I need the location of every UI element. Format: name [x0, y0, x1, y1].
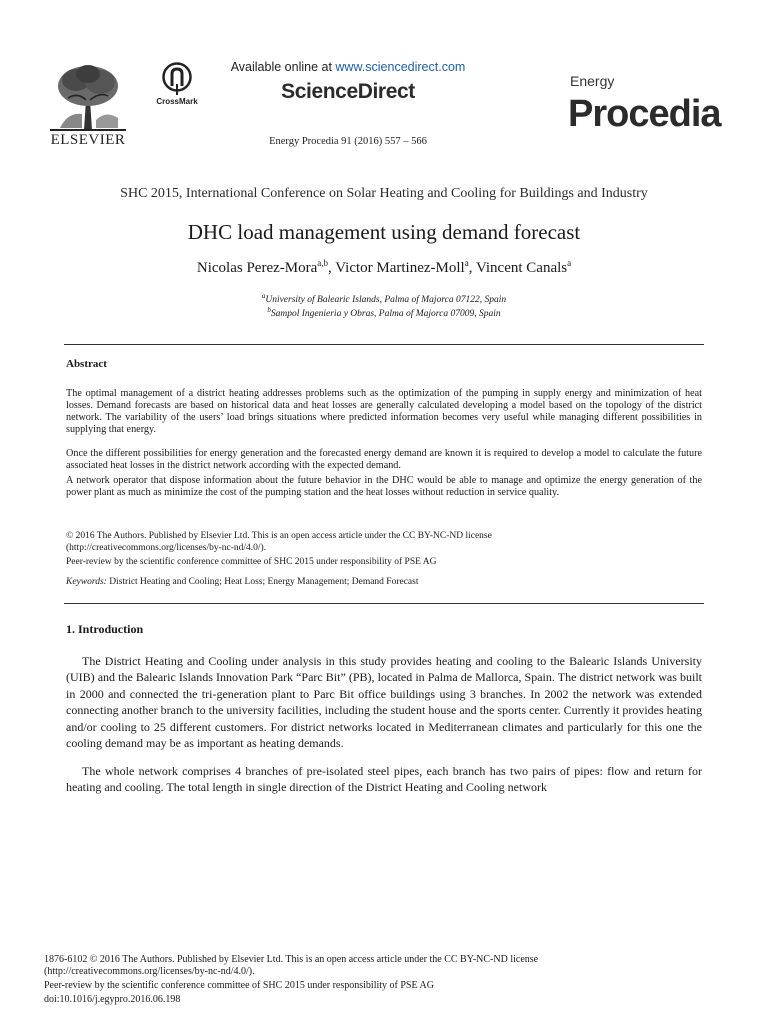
- license-link[interactable]: (http://creativecommons.org/licenses/by-nc-nd/4.0/).: [66, 543, 267, 553]
- author-list: [40, 258, 728, 277]
- keywords-label: Keywords:: [66, 577, 107, 587]
- footer-issn: 1876-6102 © 2016 The Authors. Published by Elsevier Ltd. This is an open access article under the CC BY-NC-ND license: [44, 954, 539, 965]
- conference-name: SHC 2015, International Conference on Solar Heating and Cooling for Buildings and Industry: [120, 186, 648, 201]
- author-affil-marker: a,b: [317, 258, 328, 268]
- author-separator: ,: [468, 260, 476, 276]
- publisher-name: ELSEVIER: [50, 132, 126, 148]
- elsevier-logo: [48, 62, 128, 148]
- author-name: Vincent Canals: [475, 260, 568, 276]
- body-paragraph: The whole network comprises 4 branches of pre-isolated steel pipes, each branch has two pairs of pipes: flow and return for heating and cooling. The total length in single direction of the District Heating and Cooling network: [66, 764, 702, 795]
- sciencedirect-link[interactable]: www.sciencedirect.com: [335, 60, 466, 74]
- abstract-paragraph: A network operator that dispose information about the future behavior in the DHC would be able to manage and optimize the energy generation of the power plant as much as minimize the cost of the pumping station and the heat losses without reduction in service quality.: [66, 475, 702, 498]
- author-affil-marker: a: [567, 258, 572, 268]
- journal-name-small: Energy: [570, 73, 615, 89]
- author-name: Victor Martinez-Moll: [335, 260, 465, 276]
- abstract-heading: Abstract: [66, 358, 107, 370]
- crossmark-label: CrossMark: [156, 97, 198, 106]
- elsevier-tree-icon: [48, 62, 128, 132]
- abstract-top-rule: [64, 344, 704, 345]
- body-paragraph: The District Heating and Cooling under analysis in this study provides heating and cooling to the Balearic Islands University (UIB) and the Balearic Islands Innovation Park “Parc Bit” (PB), located in Palma de Mallorca, Spain. The district network was built in 2000 and connected the tri-generation plant to Parc Bit office buildings using 3 branches. In 2002 the network was extended connecting another branch to the university facilities, including the student house and the sports center. Currently it provides heating and/or cooling to 25 different customers. For district networks located in Mediterranean climates and particularly for this one the cooling demand may be as important as heating demands.: [66, 654, 702, 751]
- license-notice: [66, 530, 702, 554]
- affiliation-text: Sampol Ingenieria y Obras, Palma of Majorca 07009, Spain: [270, 309, 501, 320]
- keywords-list: District Heating and Cooling; Heat Loss; Energy Management; Demand Forecast: [106, 577, 419, 587]
- abstract-paragraph: Once the different possibilities for energy generation and the forecasted energy demand are known it is required to develop a model to calculate the future associated heat losses in the district network according with the expected demand.: [66, 448, 702, 471]
- license-text: © 2016 The Authors. Published by Elsevier Ltd. This is an open access article under the CC BY-NC-ND license: [66, 531, 492, 541]
- abstract-paragraph: The optimal management of a district heating addresses problems such as the optimization of the pumping in supply energy and minimization of heat losses. Demand forecasts are based on historical data and heat losses are generally calculated developing a model based on the topology of the district network. The variability of the users’ load brings situations where predicted information becomes very useful while managing different possibilities in supplying that energy.: [66, 388, 702, 435]
- footer-doi[interactable]: doi:10.1016/j.egypro.2016.06.198: [44, 994, 181, 1005]
- affiliation-text: University of Balearic Islands, Palma of Majorca 07122, Spain: [265, 295, 507, 306]
- article-title: DHC load management using demand forecast: [187, 220, 581, 244]
- sciencedirect-logo: ScienceDirect: [281, 80, 415, 103]
- journal-name-large: Procedia: [568, 93, 721, 135]
- author-affil-marker: a: [464, 258, 469, 268]
- affiliation: [40, 306, 728, 319]
- section-heading: 1. Introduction: [66, 622, 144, 636]
- footer-peer-review: Peer-review by the scientific conference committee of SHC 2015 under responsibility of PSE AG: [44, 980, 434, 991]
- abstract-bottom-rule: [64, 603, 704, 604]
- affiliation: [40, 292, 728, 305]
- available-online: [160, 60, 536, 74]
- affiliation-marker: a: [261, 292, 266, 300]
- author-name: Nicolas Perez-Mora: [196, 260, 318, 276]
- affiliation-marker: b: [267, 306, 271, 314]
- footer-license-link[interactable]: (http://creativecommons.org/licenses/by-nc-nd/4.0/).: [44, 966, 255, 977]
- journal-citation: Energy Procedia 91 (2016) 557 – 566: [269, 136, 427, 147]
- peer-review-notice: Peer-review by the scientific conference committee of SHC 2015 under responsibility of PSE AG: [66, 557, 437, 567]
- available-prefix: Available online at: [230, 60, 336, 74]
- author-separator: ,: [328, 260, 336, 276]
- keywords: [66, 577, 702, 587]
